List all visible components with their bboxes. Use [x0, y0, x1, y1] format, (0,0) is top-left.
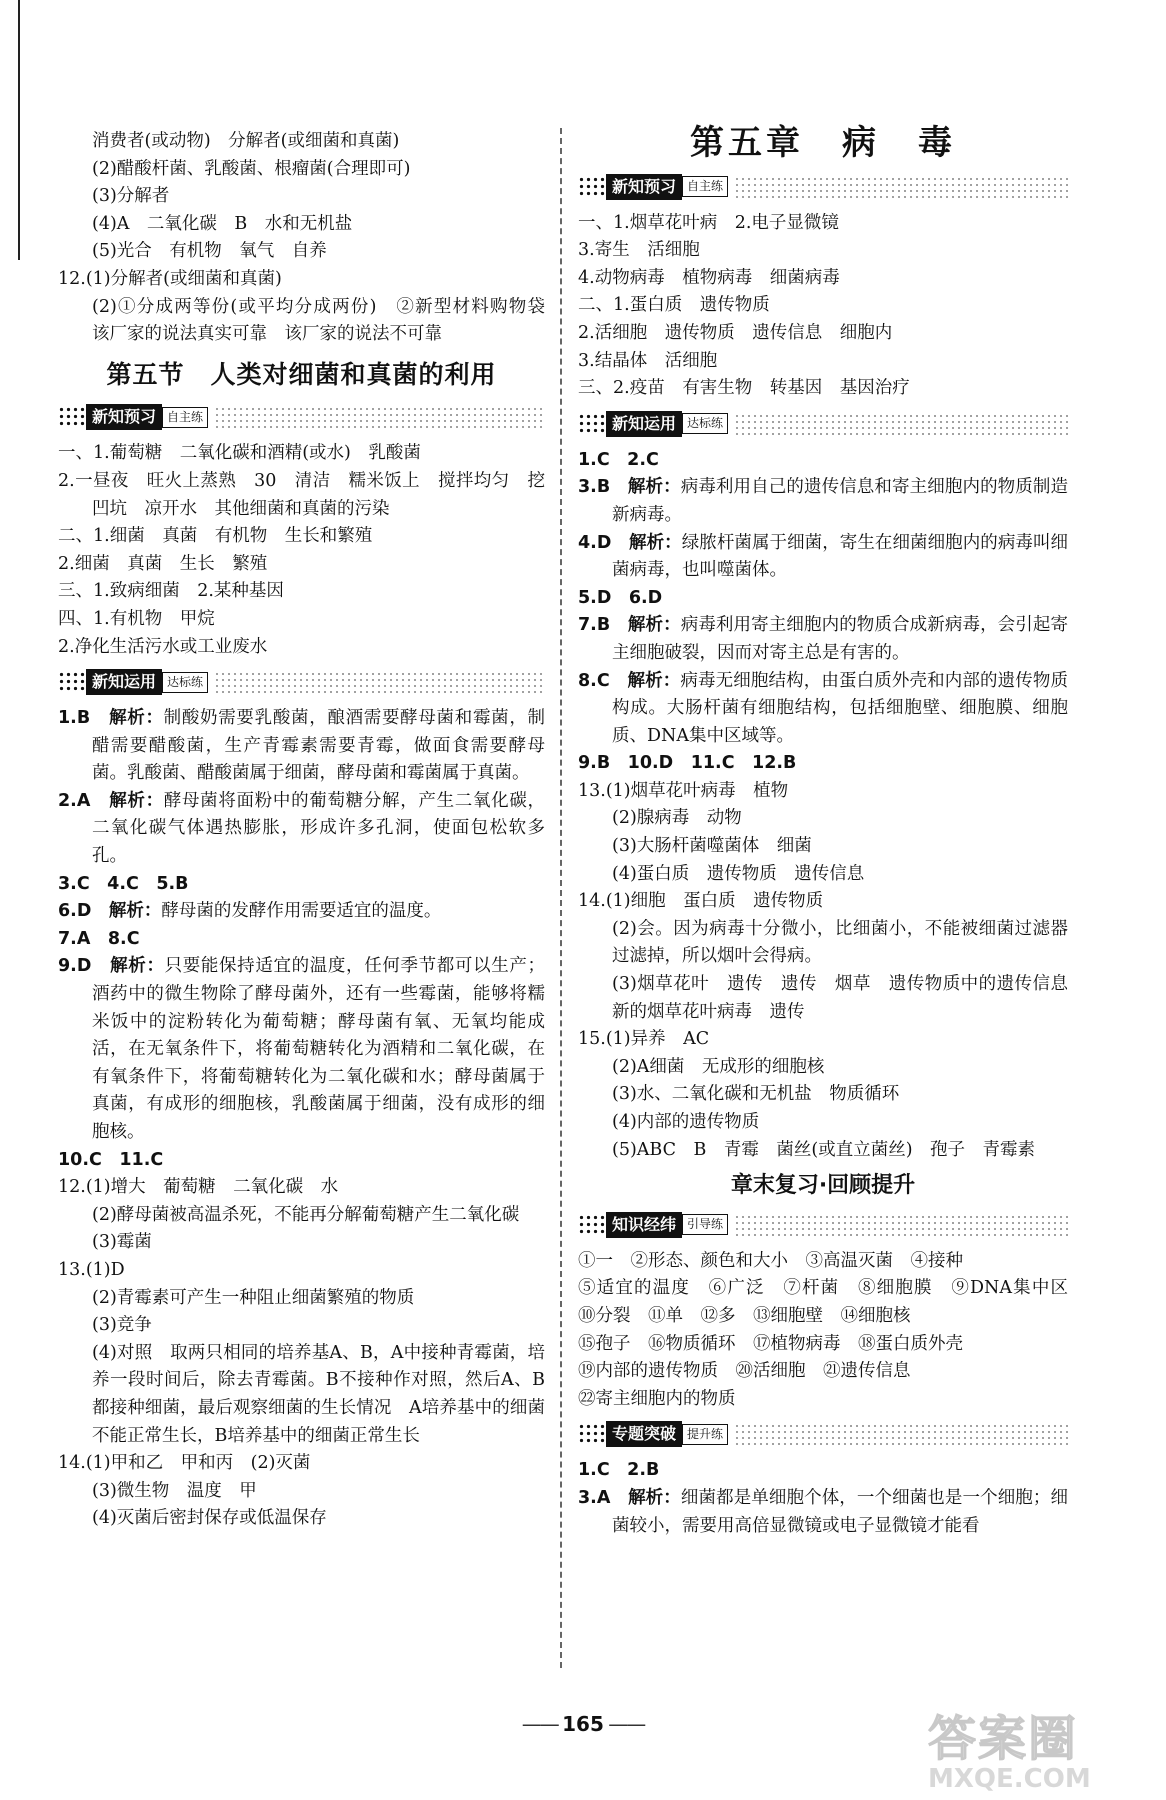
section-title: 第五节 人类对细菌和真菌的利用 [106, 359, 497, 389]
section-banner [578, 1421, 1068, 1447]
text-line: (4)对照 取两只相同的培养基A、B，A中接种青霉菌，培养一段时间后，除去青霉菌。B不接种作对照，然后A、B都接种细菌，最后观察细菌的生长情况 A培养基中的细菌不能正常生长，B培养基中的细菌正常生长 [92, 1342, 545, 1446]
dot-pattern [734, 1214, 1068, 1236]
banner-tag: 自主练 [162, 407, 208, 428]
answer-item: 1.B 解析：制酸奶需要乳酸菌，酿酒需要酵母菌和霉菌，制醋需要醋酸菌，生产青霉素需要青霉，做面食需要酵母菌。乳酸菌、醋酸菌属于细菌，酵母菌和霉菌属于真菌。 [58, 708, 546, 784]
text-line: 13.(1)D [58, 1259, 125, 1280]
right-column [578, 123, 1086, 1540]
text-line: 二、1.蛋白质 遗传物质 [578, 295, 770, 316]
text-line: (3)水、二氧化碳和无机盐 物质循环 [612, 1084, 900, 1105]
banner-tag: 自主练 [682, 176, 728, 197]
dot-pattern [734, 176, 1068, 198]
answer-item: 3.A 解析：细菌都是单细胞个体，一个细菌也是一个细胞；细菌较小，需要用高倍显微镜或电子显微镜才能看 [578, 1487, 1069, 1536]
banner-label: 专题突破 [606, 1421, 682, 1447]
dot-grid-icon [578, 413, 606, 435]
text-line: 4.动物病毒 植物病毒 细菌病毒 [578, 267, 840, 288]
left-column [58, 128, 563, 1533]
text-line: (2)青霉素可产生一种阻止细菌繁殖的物质 [92, 1287, 415, 1308]
watermark-text: 答案圈 [928, 1711, 1079, 1767]
answer-item: 1.C 2.C [578, 449, 659, 470]
text-line: (4)内部的遗传物质 [612, 1112, 760, 1132]
text-line: 13.(1)烟草花叶病毒 植物 [578, 780, 789, 801]
answer-item: 9.D 解析：只要能保持适宜的温度，任何季节都可以生产；酒药中的微生物除了酵母菌外，还有一些霉菌，能够将糯米饭中的淀粉转化为葡萄糖；酵母菌有氧、无氧均能成活，在无氧条件下，将葡萄糖转化为酒精和二氧化碳，在有氧条件下，将葡萄糖转化为二氧化碳和水；酵母菌属于真菌，有成形的细胞核，乳酸菌属于细菌，没有成形的细胞核。 [58, 956, 546, 1142]
dot-pattern [214, 671, 545, 693]
text-line: (3)霉菌 [92, 1232, 152, 1253]
answer-item: 3.B 解析：病毒利用自己的遗传信息和寄主细胞内的物质制造新病毒。 [578, 477, 1069, 525]
text-line: 2.细菌 真菌 生长 繁殖 [58, 553, 268, 574]
answer-item: 7.A 8.C [58, 928, 140, 949]
text-line: ⑮孢子 ⑯物质循环 ⑰植物病毒 ⑱蛋白质外壳 [578, 1333, 963, 1354]
text-line: (5)光合 有机物 氧气 自养 [92, 241, 327, 262]
page-number: —— 165 —— [521, 1712, 645, 1736]
answer-item: 4.D 解析：绿脓杆菌属于细菌，寄生在细菌细胞内的病毒叫细菌病毒，也叫噬菌体。 [578, 532, 1069, 581]
section-banner [578, 174, 1068, 200]
section-banner [578, 1212, 1068, 1238]
text-line: (4)蛋白质 遗传物质 遗传信息 [612, 863, 865, 884]
text-line: (3)烟草花叶 遗传 遗传 烟草 遗传物质中的遗传信息 新的烟草花叶病毒 遗传 [612, 974, 1086, 1022]
answer-item: 8.C 解析：病毒无细胞结构，由蛋白质外壳和内部的遗传物质构成。大肠杆菌有细胞结构，包括细胞壁、细胞膜、细胞质、DNA集中区域等。 [578, 670, 1069, 746]
text-line: 四、1.有机物 甲烷 [58, 608, 215, 629]
text-line: 三、2.疫苗 有害生物 转基因 基因治疗 [578, 378, 910, 399]
text-line: (4)A 二氧化碳 B 水和无机盐 [92, 213, 353, 234]
text-line: 2.一昼夜 旺火上蒸熟 30 清洁 糯米饭上 搅拌均匀 挖凹坑 凉开水 其他细菌和真菌的污染 [58, 470, 545, 519]
text-line: (2)腺病毒 动物 [612, 808, 742, 829]
dot-pattern [214, 406, 545, 428]
text-line: (3)竞争 [92, 1315, 152, 1336]
text-line: 2.净化生活污水或工业废水 [58, 636, 268, 657]
answer-item: 3.C 4.C 5.B [58, 873, 189, 894]
text-line: (2)①分成两等份(或平均分成两份) ②新型材料购物袋 该厂家的说法真实可靠 该厂家的说法不可靠 [92, 296, 563, 345]
section-banner [578, 411, 1068, 437]
watermark-url: MXQE.COM [928, 1764, 1091, 1794]
answer-item: 2.A 解析：酵母菌将面粉中的葡萄糖分解，产生二氧化碳，二氧化碳气体遇热膨胀，形成许多孔洞，使面包松软多孔。 [58, 790, 546, 867]
text-line: (2)A细菌 无成形的细胞核 [612, 1056, 825, 1077]
column-divider [560, 128, 562, 1668]
dot-grid-icon [578, 1214, 606, 1236]
text-line: 15.(1)异养 AC [578, 1029, 710, 1050]
text-line: (2)会。因为病毒十分微小，比细菌小，不能被细菌过滤器过滤掉，所以烟叶会得病。 [612, 918, 1068, 967]
answer-item: 10.C 11.C [58, 1149, 164, 1170]
watermark-logo [928, 1712, 1158, 1796]
text-line: 一、1.葡萄糖 二氧化碳和酒精(或水) 乳酸菌 [58, 443, 421, 464]
text-line: (5)ABC B 青霉 菌丝(或直立菌丝) 孢子 青霉素 [612, 1139, 1036, 1160]
banner-label: 新知预习 [86, 404, 162, 430]
text-line: 12.(1)增大 葡萄糖 二氧化碳 水 [58, 1177, 339, 1198]
banner-tag: 提升练 [682, 1424, 728, 1445]
dot-grid-icon [578, 1423, 606, 1445]
dot-grid-icon [58, 406, 86, 428]
banner-tag: 达标练 [682, 413, 728, 434]
banner-tag: 引导练 [682, 1214, 728, 1235]
text-line: 三、1.致病细菌 2.某种基因 [58, 581, 284, 602]
banner-tag: 达标练 [162, 672, 208, 693]
text-line: 14.(1)甲和乙 甲和丙 (2)灭菌 [58, 1453, 311, 1474]
section-banner [58, 669, 545, 695]
text-line: (3)大肠杆菌噬菌体 细菌 [612, 836, 812, 857]
text-line: 2.活细胞 遗传物质 遗传信息 细胞内 [578, 322, 893, 343]
text-line: ⑲内部的遗传物质 ⑳活细胞 ㉑遗传信息 [578, 1361, 911, 1382]
text-line: 3.寄生 活细胞 [578, 240, 700, 261]
text-line: 消费者(或动物) 分解者(或细菌和真菌) [92, 131, 400, 151]
text-line: (4)灭菌后密封保存或低温保存 [92, 1508, 327, 1529]
banner-label: 新知预习 [606, 174, 682, 200]
chapter-title: 第五章 病 毒 [690, 123, 956, 163]
text-line: 二、1.细菌 真菌 有机物 生长和繁殖 [58, 526, 373, 547]
dot-grid-icon [578, 176, 606, 198]
text-line: (2)酵母菌被高温杀死，不能再分解葡萄糖产生二氧化碳 [92, 1204, 520, 1225]
text-line: (3)微生物 温度 甲 [92, 1480, 257, 1501]
text-line: ㉒寄主细胞内的物质 [578, 1388, 736, 1409]
banner-label: 新知运用 [606, 411, 682, 437]
answer-item: 9.B 10.D 11.C 12.B [578, 753, 797, 774]
text-line: (3)分解者 [92, 186, 170, 207]
text-line: (2)醋酸杆菌、乳酸菌、根瘤菌(合理即可) [92, 158, 411, 179]
dot-pattern [734, 1423, 1068, 1445]
banner-label: 知识经纬 [606, 1212, 682, 1238]
section-banner [58, 404, 545, 430]
answer-item: 5.D 6.D [578, 587, 663, 608]
answer-item: 6.D 解析：酵母菌的发酵作用需要适宜的温度。 [58, 901, 442, 922]
dot-pattern [734, 413, 1068, 435]
banner-label: 新知运用 [86, 669, 162, 695]
text-line: ⑤适宜的温度 ⑥广泛 ⑦杆菌 ⑧细胞膜 ⑨DNA集中区 ⑩分裂 ⑪单 ⑫多 ⑬细胞壁 ⑭细胞核 [578, 1278, 1086, 1326]
text-line: 12.(1)分解者(或细菌和真菌) [58, 268, 282, 289]
review-title: 章末复习·回顾提升 [730, 1173, 916, 1199]
text-line: ①一 ②形态、颜色和大小 ③高温灭菌 ④接种 [578, 1250, 963, 1271]
answer-item: 7.B 解析：病毒利用寄主细胞内的物质合成新病毒，会引起寄主细胞破裂，因而对寄主总是有害的。 [578, 615, 1069, 663]
answer-item: 1.C 2.B [578, 1460, 660, 1481]
text-line: 3.结晶体 活细胞 [578, 350, 718, 371]
text-line: 一、1.烟草花叶病 2.电子显微镜 [578, 212, 839, 233]
text-line: 14.(1)细胞 蛋白质 遗传物质 [578, 891, 824, 912]
binding-edge-line [18, 0, 20, 260]
dot-grid-icon [58, 671, 86, 693]
